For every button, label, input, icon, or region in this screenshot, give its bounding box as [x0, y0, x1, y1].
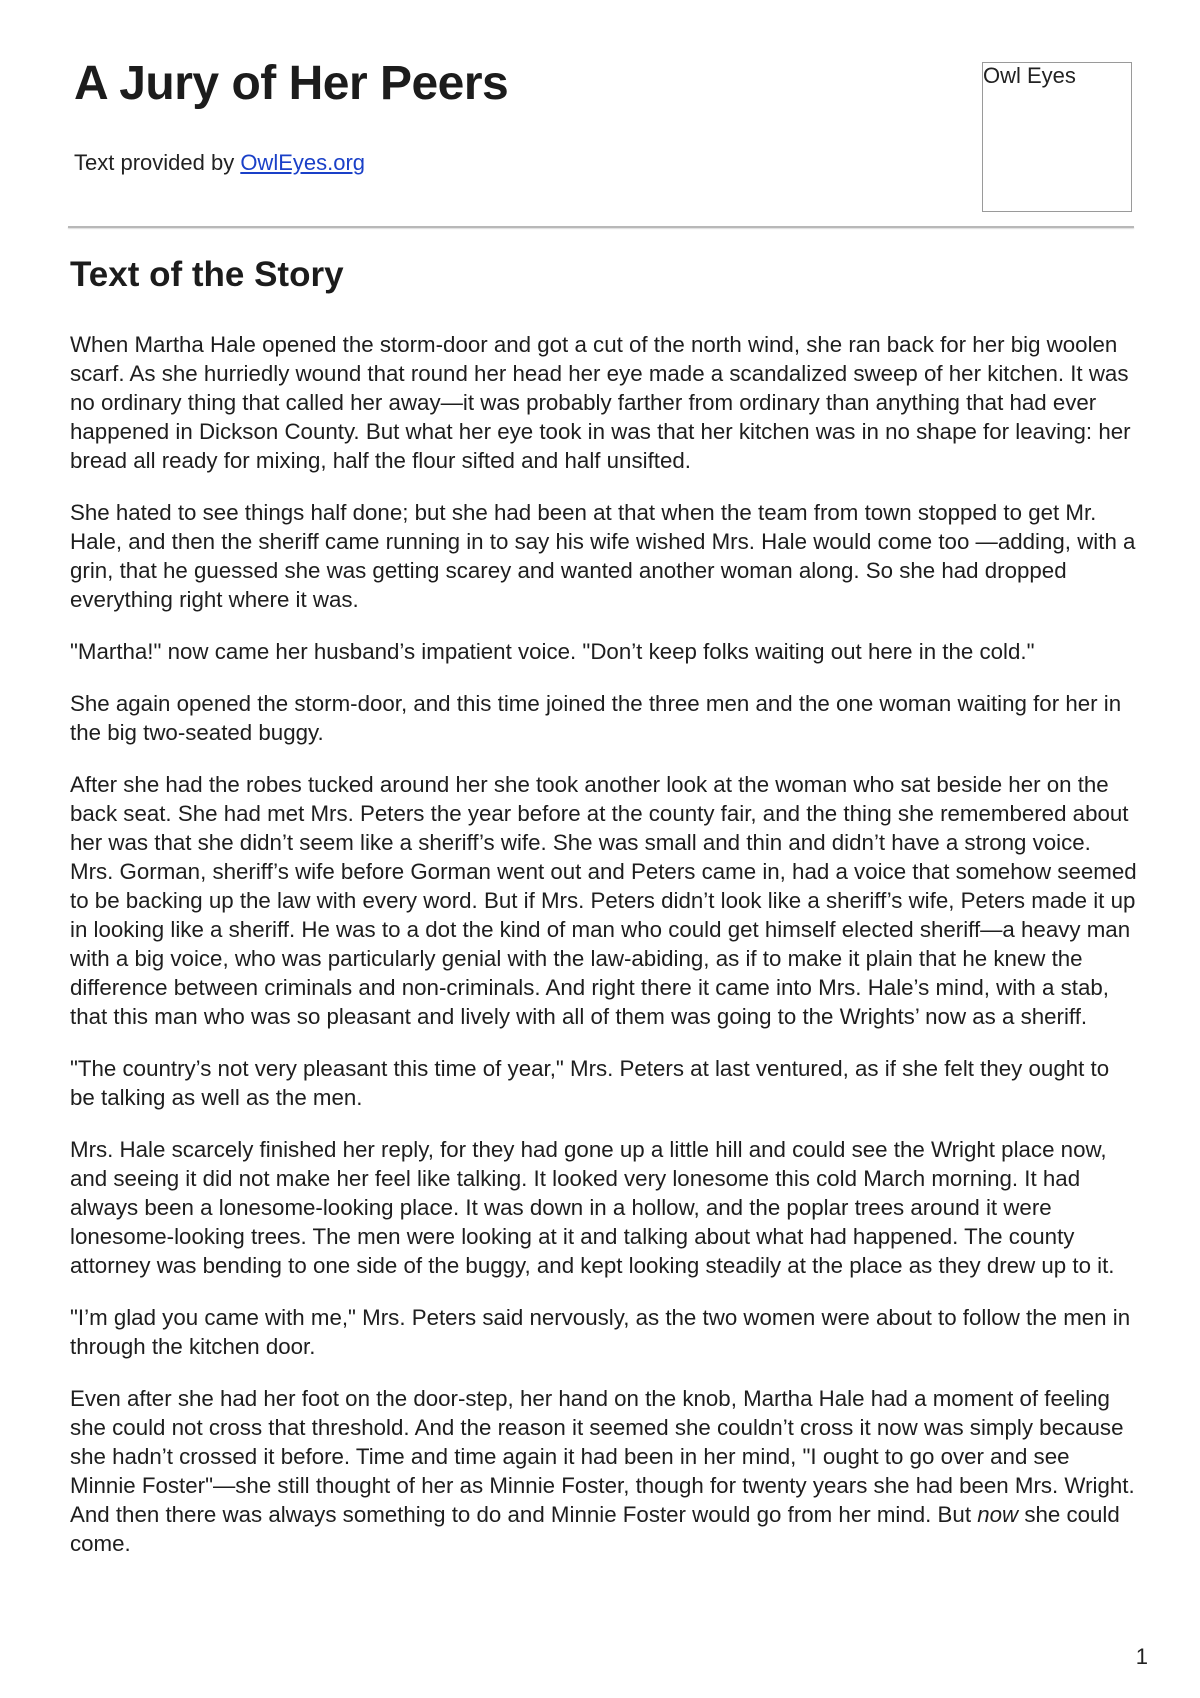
story-text: [70, 330, 1140, 1581]
story-paragraph: She again opened the storm-door, and this time joined the three men and the one woman waiting for her in the big two-seated buggy.: [70, 691, 1122, 745]
story-paragraph: She hated to see things half done; but she had been at that when the team from town stopped to get Mr. Hale, and then the sheriff came running in to say his wife wished Mrs. Hale would come too —adding, with a grin, that he guessed she was getting scarey and wanted another woman along. So she had dropped everything right where it was.: [70, 500, 1136, 612]
provided-by-label: Text provided by: [74, 150, 241, 175]
story-paragraph: After she had the robes tucked around her she took another look at the woman who sat beside her on the back seat. She had met Mrs. Peters the year before at the county fair, and the thing she remembered about her was that she didn’t seem like a sheriff’s wife. She was small and thin and didn’t have a strong voice. Mrs. Gorman, sheriff’s wife before Gorman went out and Peters came in, had a voice that somehow seemed to be backing up the law with every word. But if Mrs. Peters didn’t look like a sheriff’s wife, Peters made it up in looking like a sheriff. He was to a dot the kind of man who could get himself elected sheriff—a heavy man with a big voice, who was particularly genial with the law-abiding, as if to make it plain that he knew the difference between criminals and non-criminals. And right there it came into Mrs. Hale’s mind, with a stab, that this man who was so pleasant and lively with all of them was going to the Wrights’ now as a sheriff.: [70, 772, 1137, 1029]
story-paragraph: "The country’s not very pleasant this time of year," Mrs. Peters at last ventured, as if she felt they ought to be talking as well as the men.: [70, 1056, 1110, 1110]
page-number: 1: [1135, 1644, 1148, 1669]
story-paragraph: Mrs. Hale scarcely finished her reply, for they had gone up a little hill and could see the Wright place now, and seeing it did not make her feel like talking. It looked very lonesome this cold March morning. It had always been a lonesome-looking place. It was down in a hollow, and the poplar trees around it were lonesome-looking trees. The men were looking at it and talking about what had happened. The county attorney was bending to one side of the buggy, and kept looking steadily at the place as they drew up to it.: [70, 1137, 1115, 1278]
text-provided-by: [74, 150, 365, 176]
header-divider: [68, 226, 1134, 228]
last-paragraph-end: she could come.: [70, 1502, 1120, 1556]
owleyes-link[interactable]: OwlEyes.org: [240, 150, 366, 175]
story-paragraph-last: [70, 1384, 1140, 1558]
logo-alt-text: Owl Eyes: [983, 63, 1076, 88]
story-paragraph: "I’m glad you came with me," Mrs. Peters said nervously, as the two women were about to follow the men in through the kitchen door.: [70, 1305, 1131, 1359]
page-title: A Jury of Her Peers: [74, 57, 509, 110]
last-paragraph-text: Even after she had her foot on the door-step, her hand on the knob, Martha Hale had a moment of feeling she could not cross that threshold. And the reason it seemed she couldn’t cross it now was simply because she hadn’t crossed it before. Time and time again it had been in her mind, "I ought to go over and see Minnie Foster"—she still thought of her as Minnie Foster, though for twenty years she had been Mrs. Wright. And then there was always something to do and Minnie Foster would go from her mind. But: [70, 1386, 1135, 1527]
emphasized-word: now: [977, 1502, 1019, 1527]
section-title: Text of the Story: [70, 255, 344, 294]
owl-eyes-logo: [982, 62, 1132, 212]
story-paragraph: "Martha!" now came her husband’s impatient voice. "Don’t keep folks waiting out here in the cold.": [70, 639, 1035, 664]
story-paragraph: When Martha Hale opened the storm-door and got a cut of the north wind, she ran back for her big woolen scarf. As she hurriedly wound that round her head her eye made a scandalized sweep of her kitchen. It was no ordinary thing that called her away—it was probably farther from ordinary than anything that had ever happened in Dickson County. But what her eye took in was that her kitchen was in no shape for leaving: her bread all ready for mixing, half the flour sifted and half unsifted.: [70, 332, 1131, 473]
